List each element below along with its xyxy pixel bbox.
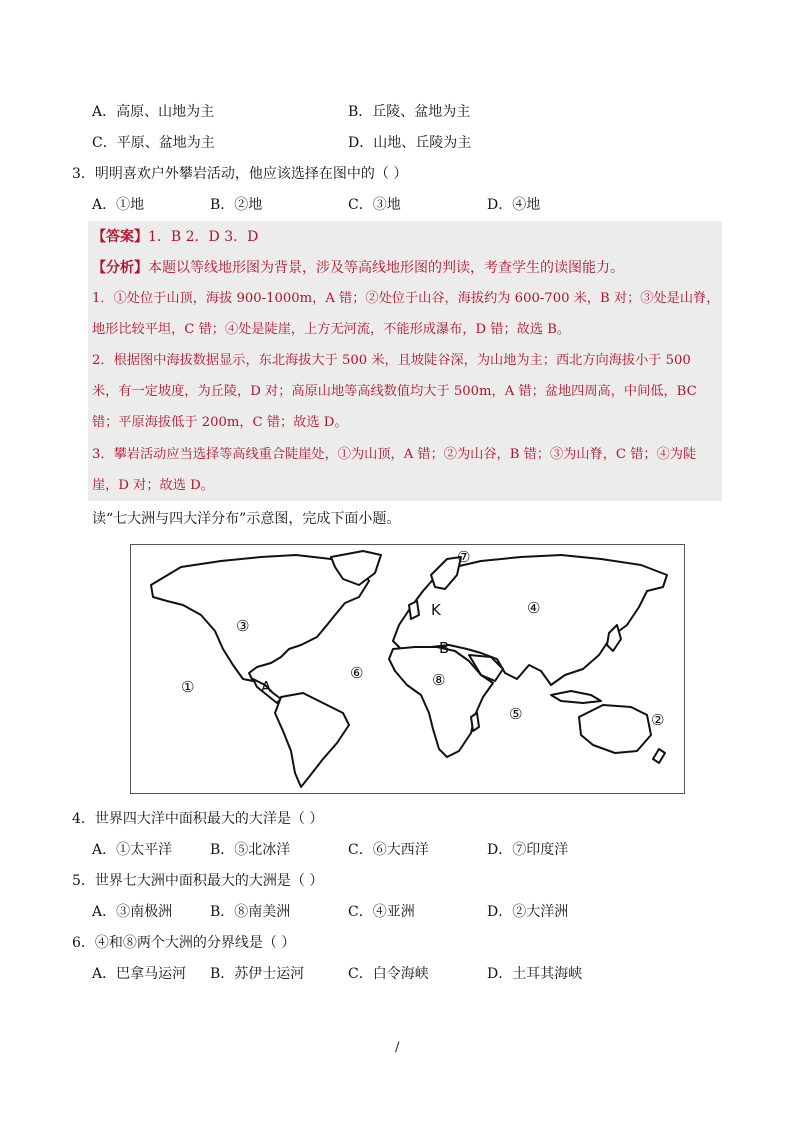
map-label-3: ③ xyxy=(236,617,250,635)
map-label-4: ④ xyxy=(527,599,541,617)
q3-option-b: B．②地 xyxy=(210,197,263,213)
map-label-8: ⑧ xyxy=(432,671,446,689)
analysis-p3-line2: 崖，D 对；故选 D。 xyxy=(92,478,214,493)
map-label-5: ⑤ xyxy=(509,705,523,723)
q5-option-a: A．③南极洲 xyxy=(92,904,173,920)
analysis-p3-line1: 3．攀岩活动应当选择等高线重合陡崖处，①为山顶，A 错；②为山谷，B 错；③为山脊，C 错；④为陡 xyxy=(92,447,697,462)
analysis-p1-line1: 1．①处位于山顶，海拔 900-1000m，A 错；②处位于山谷，海拔约为 600-700 米，B 对；③处是山脊， xyxy=(92,291,720,306)
map-label-2: ② xyxy=(651,711,665,729)
q2-option-a: A．高原、山地为主 xyxy=(92,104,215,120)
q3-option-d: D．④地 xyxy=(487,197,541,213)
analysis-intro: 本题以等线地形图为背景，涉及等高线地形图的判读，考查学生的读图能力。 xyxy=(148,260,624,276)
map-label-k: K xyxy=(431,601,441,619)
map-label-b: B xyxy=(439,639,450,657)
map-label-1: ① xyxy=(181,678,195,696)
madagascar-outline xyxy=(471,713,479,731)
world-map xyxy=(130,544,685,794)
page-number: / xyxy=(395,1040,400,1055)
north-america-outline xyxy=(151,555,369,681)
analysis-p2-line2: 米，有一定坡度，为丘陵，D 对；高原山地等高线数值均大于 500m，A 错；盆地四周高，中间低，BC xyxy=(92,384,697,399)
analysis-intro-line xyxy=(92,258,624,278)
q4-option-c: C．⑥大西洋 xyxy=(348,842,429,858)
q3-stem: 3．明明喜欢户外攀岩活动，他应该选择在图中的（ ） xyxy=(72,166,408,182)
q6-option-a: A．巴拿马运河 xyxy=(92,966,187,982)
australia-outline xyxy=(579,705,651,753)
q6-option-c: C．白令海峡 xyxy=(348,966,429,982)
q6-stem: 6．④和⑧两个大洲的分界线是（ ） xyxy=(72,935,296,951)
analysis-p2-line3: 错；平原海拔低于 200m，C 错；故选 D。 xyxy=(92,415,348,430)
q5-option-c: C．④亚洲 xyxy=(348,904,415,920)
south-america-outline xyxy=(275,693,349,787)
q3-option-c: C．③地 xyxy=(348,197,401,213)
uk-outline xyxy=(409,601,419,619)
q2-option-d: D．山地、丘陵为主 xyxy=(348,135,472,151)
analysis-p1-line2: 地形比较平坦，C 错；④处是陡崖，上方无河流，不能形成瀑布，D 错；故选 B。 xyxy=(92,322,571,337)
q5-stem: 5．世界七大洲中面积最大的大洲是（ ） xyxy=(72,873,324,889)
q5-option-d: D．②大洋洲 xyxy=(487,904,569,920)
q3-option-a: A．①地 xyxy=(92,197,145,213)
q4-option-b: B．⑤北冰洋 xyxy=(210,842,291,858)
map-label-7: ⑦ xyxy=(457,548,471,566)
analysis-p2-line1: 2．根据图中海拔数据显示，东北海拔大于 500 米，且坡陡谷深，为山地为主；西北方向海拔小于 500 xyxy=(92,353,691,368)
map-label-a: A xyxy=(261,678,272,696)
q2-option-b: B．丘陵、盆地为主 xyxy=(348,104,471,120)
q4-option-d: D．⑦印度洋 xyxy=(487,842,569,858)
world-map-drawing xyxy=(131,545,684,793)
map-label-6: ⑥ xyxy=(350,664,364,682)
se-asia-islands-outline xyxy=(551,691,601,703)
q2-option-c: C．平原、盆地为主 xyxy=(92,135,215,151)
analysis-tag: 【分析】 xyxy=(92,260,148,276)
answer-tag: 【答案】 xyxy=(92,229,148,245)
q4-stem: 4．世界四大洋中面积最大的大洋是（ ） xyxy=(72,811,324,827)
answer-line xyxy=(92,227,258,247)
q4-option-a: A．①太平洋 xyxy=(92,842,173,858)
q6-option-d: D．土耳其海峡 xyxy=(487,966,583,982)
answer-text: 1．B 2．D 3．D xyxy=(148,229,259,245)
q6-option-b: B．苏伊士运河 xyxy=(210,966,305,982)
map-intro-text: 读“七大洲与四大洋分布”示意图，完成下面小题。 xyxy=(92,511,401,527)
q5-option-b: B．⑧南美洲 xyxy=(210,904,291,920)
new-zealand-outline xyxy=(653,749,665,763)
